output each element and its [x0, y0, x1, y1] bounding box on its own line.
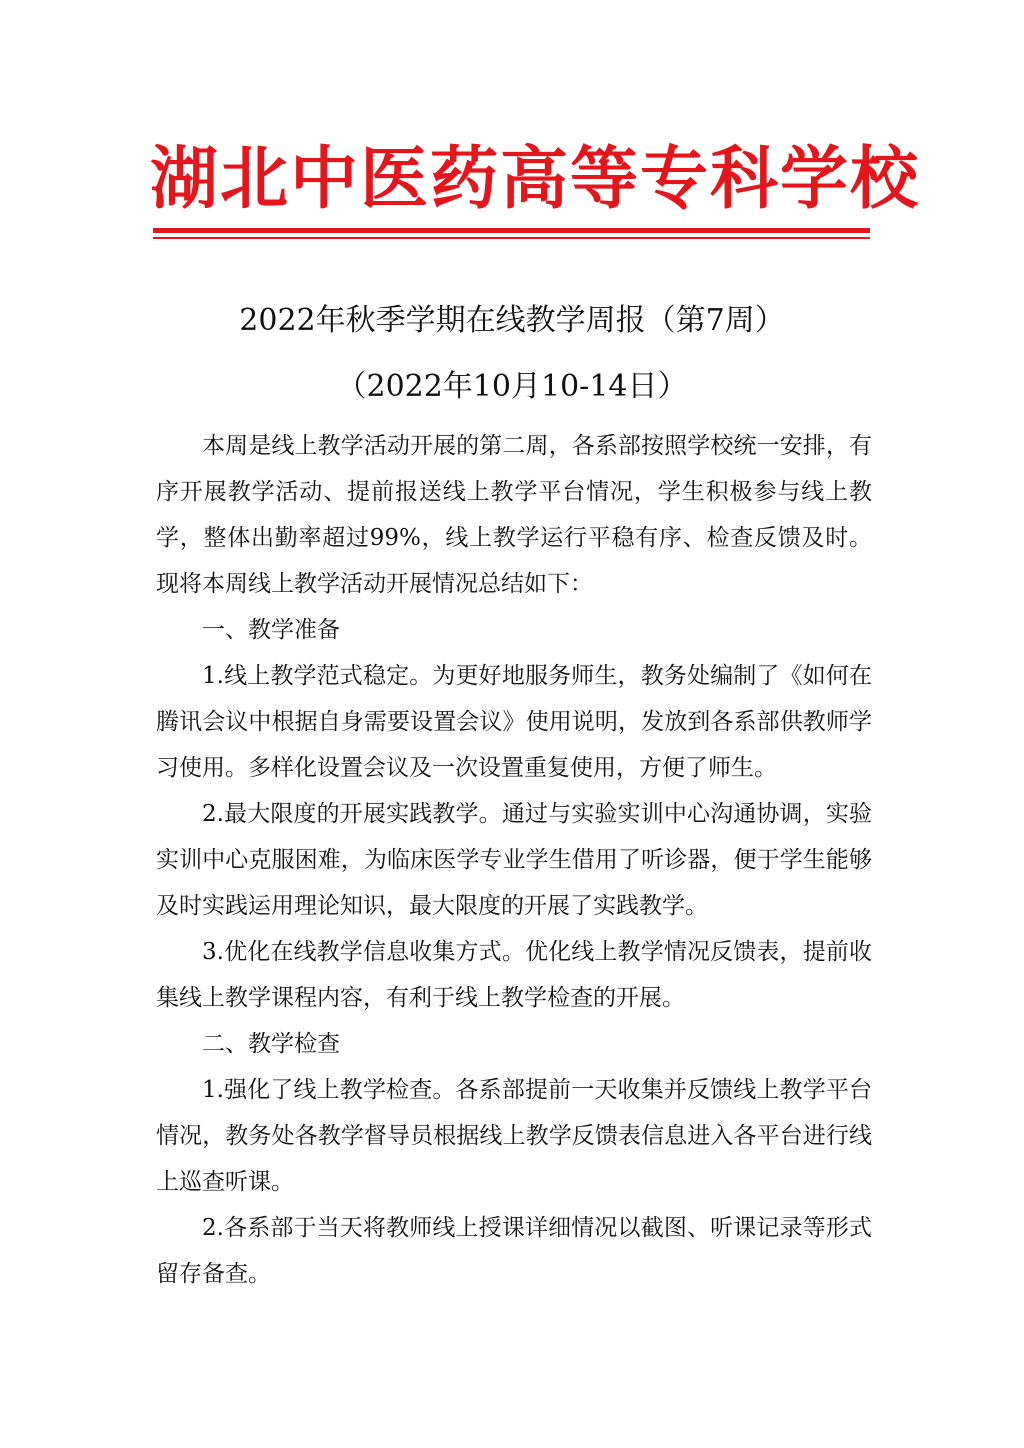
section-heading-inspection: 二、教学检查: [202, 1031, 340, 1057]
section-heading-preparation: 一、教学准备: [202, 617, 340, 643]
preparation-item-2: 2.最大限度的开展实践教学。通过与实验实训中心沟通协调，实验实训中心克服困难，为临床医学专业学生借用了听诊器，便于学生能够及时实践运用理论知识，最大限度的开展了实践教学。: [156, 801, 872, 919]
report-body: [156, 423, 872, 1297]
masthead-rule-thin: [153, 237, 870, 239]
inspection-item-2: 2.各系部于当天将教师线上授课详细情况以截图、听课记录等形式留存备查。: [156, 1215, 872, 1287]
inspection-item-1: 1.强化了线上教学检查。各系部提前一天收集并反馈线上教学平台情况，教务处各教学督导员根据线上教学反馈表信息进入各平台进行线上巡查听课。: [156, 1077, 872, 1195]
report-title: 2022年秋季学期在线教学周报（第7周）: [239, 303, 785, 338]
masthead-rule-thick: [153, 228, 870, 233]
preparation-item-3: 3.优化在线教学信息收集方式。优化线上教学情况反馈表，提前收集线上教学课程内容，有利于线上教学检查的开展。: [156, 939, 872, 1011]
intro-paragraph: 本周是线上教学活动开展的第二周，各系部按照学校统一安排，有序开展教学活动、提前报送线上教学平台情况，学生积极参与线上教学，整体出勤率超过99%，线上教学运行平稳有序、检查反馈及时。现将本周线上教学活动开展情况总结如下：: [156, 433, 872, 597]
report-date-range: （2022年10月10-14日）: [336, 369, 688, 404]
masthead-title: 湖北中医药高等专科学校: [150, 140, 921, 219]
preparation-item-1: 1.线上教学范式稳定。为更好地服务师生，教务处编制了《如何在腾讯会议中根据自身需要设置会议》使用说明，发放到各系部供教师学习使用。多样化设置会议及一次设置重复使用，方便了师生。: [156, 663, 872, 781]
